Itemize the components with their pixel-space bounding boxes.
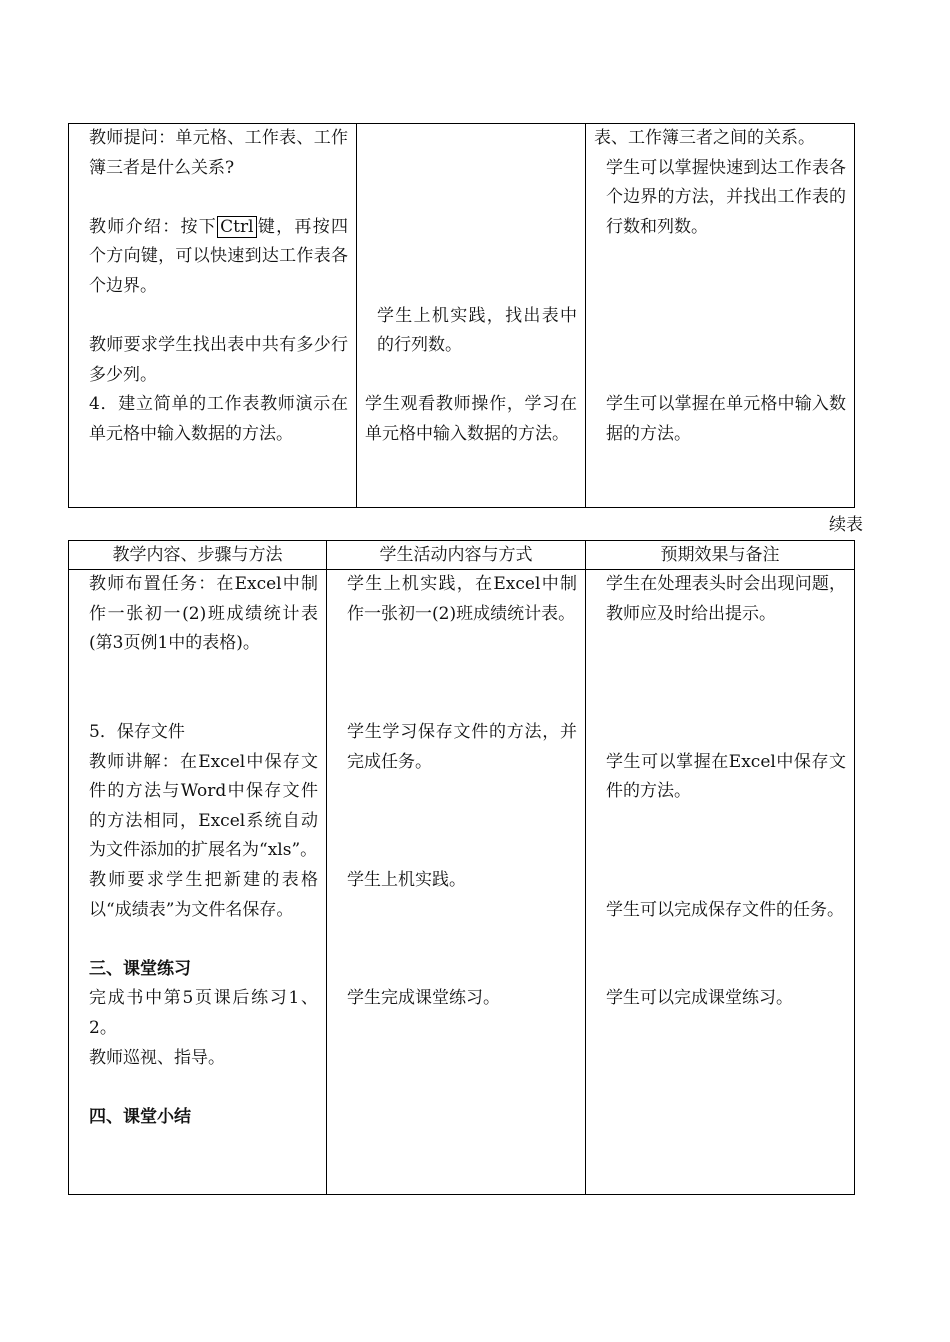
step-5-save-file: 5．保存文件 — [89, 721, 185, 742]
teacher-question: 教师提问：单元格、工作表、工作簿三者是什么关系? — [89, 128, 348, 178]
student-learn-save: 学生学习保存文件的方法，并完成任务。 — [347, 721, 577, 772]
effect-boundary: 学生可以掌握快速到达工作表各个边界的方法，并找出工作表的行数和列数。 — [606, 157, 846, 237]
student-activity-cell — [327, 570, 586, 1195]
teaching-content-cell — [69, 570, 327, 1195]
effect-input: 学生可以掌握在单元格中输入数据的方法。 — [606, 394, 846, 444]
ctrl-key-label: Ctrl — [217, 216, 256, 238]
student-practice-save: 学生上机实践。 — [347, 869, 466, 890]
lesson-plan-table-top — [68, 123, 855, 508]
teacher-patrol: 教师巡视、指导。 — [89, 1047, 225, 1068]
section-classroom-practice: 三、课堂练习 — [89, 958, 191, 979]
effect-header-problem: 学生在处理表头时会出现问题，教师应及时给出提示。 — [606, 574, 846, 624]
lesson-plan-table-bottom — [68, 540, 855, 1195]
header-student-activity: 学生活动内容与方式 — [327, 541, 586, 570]
continued-label: 续表 — [829, 515, 863, 535]
student-activity-cell — [357, 124, 586, 508]
practice-exercise: 完成书中第5页课后练习1、2。 — [89, 988, 318, 1038]
expected-effect-cell — [586, 124, 855, 508]
teacher-request: 教师要求学生找出表中共有多少行多少列。 — [89, 335, 348, 385]
student-do-exercise: 学生完成课堂练习。 — [347, 988, 500, 1009]
step-4: 4．建立简单的工作表教师演示在单元格中输入数据的方法。 — [89, 394, 348, 444]
teacher-intro: 教师介绍：按下 Ctrl 键，再按四个方向键，可以快速到达工作表各个边界。 — [89, 216, 349, 296]
teaching-content-cell — [69, 124, 357, 508]
student-make-table: 学生上机实践，在Excel中制作一张初一(2)班成绩统计表。 — [347, 574, 577, 624]
teacher-request-save: 教师要求学生把新建的表格以“成绩表”为文件名保存。 — [89, 869, 318, 920]
effect-exercise: 学生可以完成课堂练习。 — [606, 988, 793, 1009]
section-summary: 四、课堂小结 — [89, 1106, 191, 1127]
effect-relation: 表、工作簿三者之间的关系。 — [594, 128, 815, 148]
effect-save-method: 学生可以掌握在Excel中保存文件的方法。 — [606, 751, 846, 802]
student-practice: 学生上机实践，找出表中的行列数。 — [377, 305, 577, 356]
effect-save-task: 学生可以完成保存文件的任务。 — [606, 899, 844, 920]
header-teaching-content: 教学内容、步骤与方法 — [69, 541, 327, 570]
task-assignment: 教师布置任务：在Excel中制作一张初一(2)班成绩统计表(第3页例1中的表格)。 — [89, 574, 318, 654]
expected-effect-cell — [586, 570, 855, 1195]
student-watch: 学生观看教师操作，学习在单元格中输入数据的方法。 — [365, 394, 577, 444]
teacher-explain-save: 教师讲解：在Excel中保存文件的方法与Word中保存文件的方法相同，Excel系统自动为文件添加的扩展名为“xls”。 — [89, 751, 318, 861]
header-expected-effect: 预期效果与备注 — [586, 541, 855, 570]
